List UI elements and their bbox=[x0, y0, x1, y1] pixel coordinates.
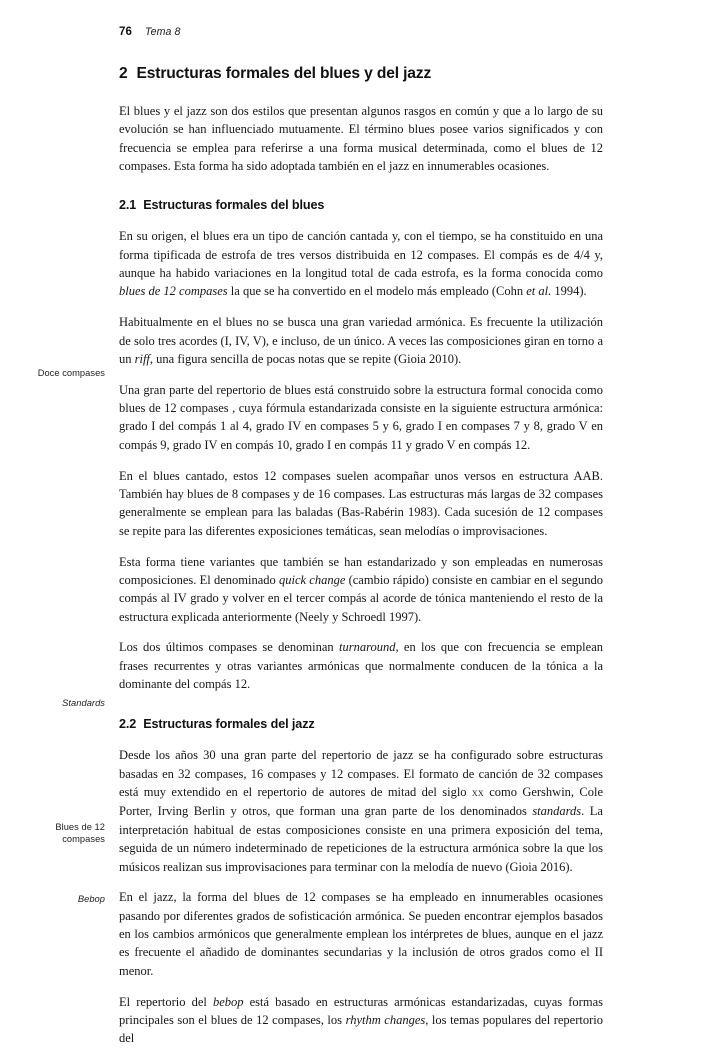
emphasis-text: standards bbox=[532, 804, 582, 819]
body-paragraph bbox=[119, 227, 603, 300]
emphasis-text: et al. bbox=[526, 284, 552, 299]
subsection-heading bbox=[119, 716, 603, 732]
body-paragraph bbox=[119, 467, 603, 540]
text-run: 1994). bbox=[551, 284, 587, 299]
body-paragraph bbox=[119, 553, 603, 626]
intro-paragraph: El blues y el jazz son dos estilos que presentan algunos rasgos en común y que a lo largo de su evolución se han influenciado mutuamente. El término blues posee varios significados y con frecuencia se emplea para referirse a una forma musical determinada, como el blues de 12 compases. Esta forma ha sido adoptada también en el jazz en innumerables ocasiones. bbox=[119, 104, 603, 174]
body-paragraph bbox=[119, 381, 603, 454]
emphasis-text: rhythm changes bbox=[345, 1012, 426, 1027]
subsection-number: 2.2 bbox=[119, 717, 137, 732]
emphasis-text: blues de 12 compases bbox=[119, 284, 228, 299]
emphasis-text: riff bbox=[134, 351, 150, 366]
text-run: Habitualmente en el blues no se busca una gran variedad armónica. Es frecuente la utilización de solo tres acordes (I, IV, V), e incluso, de un único. A veces las composiciones giran en torno a un bbox=[119, 315, 603, 366]
subsections-container bbox=[119, 197, 603, 1047]
text-run: , una figura sencilla de pocas notas que se repite (Gioia 2010). bbox=[149, 351, 462, 366]
page-number: 76 bbox=[119, 26, 132, 38]
body-paragraph bbox=[119, 313, 603, 368]
subsection-heading bbox=[119, 197, 603, 213]
text-run: . La interpretación habitual de estas composiciones consiste en una primera exposición del tema, seguida de un número indeterminado de repeticiones de la estructura armónica sobre la que los músicos realizan sus improvisaciones para terminar con la melodía de nuevo (Gioia 2016). bbox=[119, 804, 603, 874]
subsection-title-text: Estructuras formales del blues bbox=[143, 198, 325, 213]
text-run: El repertorio del bbox=[119, 994, 213, 1009]
emphasis-text: quick change bbox=[278, 572, 346, 587]
body-paragraph bbox=[119, 888, 603, 980]
text-run: como Gershwin, Cole Porter, Irving Berlin y otros, que forman una gran parte de los denominados bbox=[119, 785, 603, 819]
section-heading bbox=[119, 64, 603, 83]
body-paragraph bbox=[119, 638, 603, 693]
text-run: Desde los años 30 una gran parte del repertorio de jazz se ha configurado sobre estructuras basadas en 32 compases, 16 compases y 12 compases. El formato de canción de 32 compases está muy extendido en el repertorio de autores de mitad del siglo bbox=[119, 748, 603, 800]
margin-note-doce-compases: Doce compases bbox=[37, 368, 105, 378]
text-run: Esta forma tiene variantes que también se han estandarizado y son empleadas en numerosas composiciones. El denominado bbox=[119, 554, 603, 587]
section-title-text: Estructuras formales del blues y del jazz bbox=[136, 65, 432, 82]
emphasis-text: turnaround bbox=[338, 640, 396, 655]
subsection-title-text: Estructuras formales del jazz bbox=[143, 717, 315, 732]
text-run: , los temas populares del repertorio del bbox=[119, 1012, 603, 1046]
text-run: En el blues cantado, estos 12 compases suelen acompañar unos versos en estructura AAB. También hay blues de 8 compases y de 16 compases. Las estructuras más largas de 32 compases generalmente se emplean para las baladas (Bas-Rabérin 1983). Cada sucesión de 12 compases se repite para las diferentes exposiciones temáticas, sean melodías o improvisaciones. bbox=[119, 468, 603, 538]
body-paragraph bbox=[119, 746, 603, 875]
running-head bbox=[119, 26, 181, 38]
text-run: , en los que con frecuencia se emplean frases recurrentes y otras variantes armónicas que normalmente conducen de la tónica a la dominante del compás 12. bbox=[119, 640, 603, 692]
small-caps-text: xx bbox=[471, 786, 484, 800]
text-run: Los dos últimos compases se denominan bbox=[119, 640, 339, 655]
text-run: está basado en estructuras armónicas estandarizadas, cuyas formas principales son el blues de 12 compases, los bbox=[119, 994, 603, 1027]
text-run: Una gran parte del repertorio de blues está construido sobre la estructura formal conocida como blues de 12 compases , cuya fórmula estandarizada consiste en la siguiente estructura armónica: grado I del compás 1 al 4, grado IV en compases 5 y 6, grado I en compases 7 y 8, grado V en compás 9, grado IV en compás 10, grado I en compás 11 y grado V en compás 12. bbox=[119, 382, 603, 452]
emphasis-text: bebop bbox=[212, 994, 244, 1009]
margin-note-standards: Standards bbox=[62, 698, 105, 708]
text-run: (cambio rápido) consiste en cambiar en el segundo compás al IV grado y volver en el tercer compás al acorde de tónica manteniendo el resto de la estructura explicada anteriormente (Neely y Schroedl 1997). bbox=[119, 572, 603, 624]
text-run: la que se ha convertido en el modelo más empleado (Cohn bbox=[227, 284, 527, 299]
body-paragraph bbox=[119, 993, 603, 1048]
section-number: 2 bbox=[119, 65, 128, 82]
margin-note-blues-de-12-compases: Blues de 12 compases bbox=[55, 822, 105, 845]
margin-note-bebop: Bebop bbox=[77, 894, 105, 904]
text-column bbox=[119, 64, 603, 1048]
subsection-number: 2.1 bbox=[119, 198, 137, 213]
running-title: Tema 8 bbox=[145, 26, 181, 38]
text-run: En su origen, el blues era un tipo de canción cantada y, con el tiempo, se ha constituido en una forma tipificada de estrofa de tres versos distribuida en 12 compases. El compás es de 4/4 y, aunque ha habido variaciones en la longitud total de cada estrofa, es la forma conocida como bbox=[119, 229, 603, 281]
text-run: En el jazz, la forma del blues de 12 compases se ha empleado en innumerables ocasiones pasando por diferentes grados de sofisticación armónica. Se pueden encontrar ejemplos basados en los cambios armónicos que generalmente emplean los intérpretes de blues, aunque en el jazz es frecuente el añadido de dominantes secundarias y la inclusión de otros grados como el II menor. bbox=[119, 890, 603, 978]
